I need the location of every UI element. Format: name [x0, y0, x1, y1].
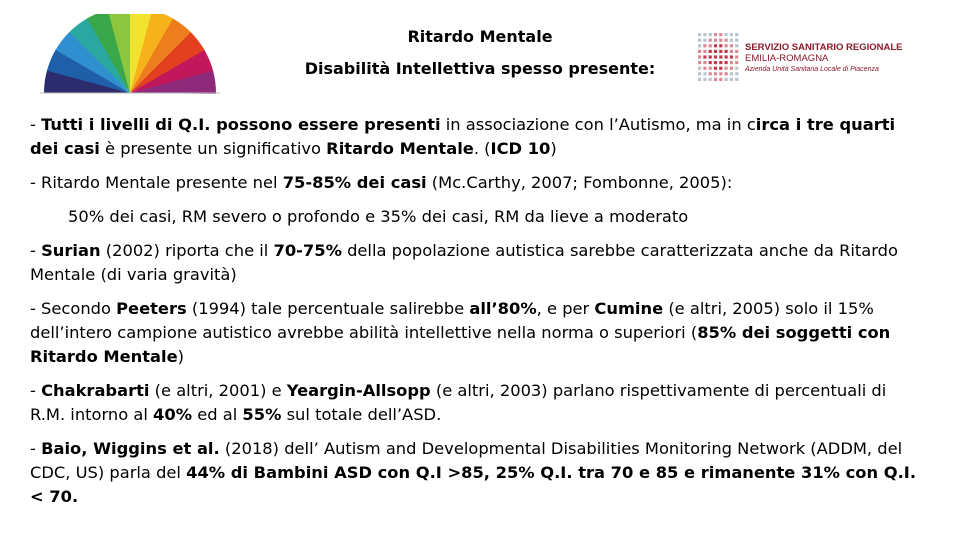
logo-dot	[703, 72, 706, 75]
logo-dot	[719, 50, 722, 53]
logo-dot	[735, 39, 738, 42]
logo-dot	[730, 67, 733, 70]
logo-dot	[698, 67, 701, 70]
logo-dot	[714, 78, 717, 81]
page-subtitle: Disabilità Intellettiva spesso presente:	[304, 59, 656, 78]
dot-grid-icon	[695, 30, 743, 85]
logo-dot	[735, 55, 738, 58]
logo-dot	[714, 44, 717, 47]
paragraph-4: - Surian (2002) riporta che il 70-75% della popolazione autistica sarebbe caratterizzata anche da Ritardo Mentale (di varia gravità)	[30, 241, 898, 284]
logo-dot	[703, 78, 706, 81]
logo-dot	[698, 72, 701, 75]
logo-dot	[725, 72, 728, 75]
logo-dot	[735, 33, 738, 36]
logo-line3: Azienda Unità Sanitaria Locale di Piacenza	[745, 66, 879, 73]
logo-dot	[730, 61, 733, 64]
logo-dot	[730, 44, 733, 47]
logo-dot	[725, 55, 728, 58]
color-fan-wedges	[44, 14, 216, 94]
logo-dot	[735, 67, 738, 70]
logo-dot	[725, 39, 728, 42]
logo-dot	[725, 67, 728, 70]
logo-dot	[703, 50, 706, 53]
logo-dot	[735, 50, 738, 53]
logo-dot	[698, 50, 701, 53]
logo-dot	[698, 61, 701, 64]
logo-dot	[714, 72, 717, 75]
logo-dot	[703, 33, 706, 36]
logo-dot	[719, 33, 722, 36]
logo-text	[745, 42, 902, 75]
logo-dot	[735, 72, 738, 75]
logo-dot	[703, 39, 706, 42]
logo-dot	[725, 50, 728, 53]
logo-dot	[730, 33, 733, 36]
logo-line2: EMILIA-ROMAGNA	[745, 53, 829, 64]
paragraph-2: - Ritardo Mentale presente nel 75-85% dei casi (Mc.Carthy, 2007; Fombonne, 2005):	[30, 173, 733, 192]
logo-dot	[703, 44, 706, 47]
logo-dot	[698, 33, 701, 36]
color-fan-logo	[40, 14, 220, 94]
logo-dot	[725, 44, 728, 47]
logo-dot	[709, 33, 712, 36]
logo-dot	[719, 61, 722, 64]
logo-dot	[714, 67, 717, 70]
logo-dot	[698, 39, 701, 42]
logo-dot	[703, 61, 706, 64]
logo-dot	[730, 72, 733, 75]
logo-dot	[719, 67, 722, 70]
page-title: Ritardo Mentale	[407, 27, 553, 46]
paragraph-3: 50% dei casi, RM severo o profondo e 35% dei casi, RM da lieve a moderato	[68, 207, 689, 226]
logo-dot	[698, 55, 701, 58]
logo-dot	[719, 72, 722, 75]
logo-dot	[709, 39, 712, 42]
logo-dot	[719, 55, 722, 58]
logo-dot	[703, 55, 706, 58]
logo-dot	[730, 50, 733, 53]
logo-dot	[698, 78, 701, 81]
logo-dot	[709, 55, 712, 58]
logo-dot	[730, 78, 733, 81]
ssr-logo	[695, 30, 903, 85]
paragraph-1: - Tutti i livelli di Q.I. possono essere presenti in associazione con l’Autismo, ma in circa i tre quarti dei casi è presente un significativo Ritardo Mentale. (ICD 10)	[30, 115, 896, 158]
logo-dot	[725, 61, 728, 64]
logo-dot	[714, 33, 717, 36]
paragraph-6: - Chakrabarti (e altri, 2001) e Yeargin-Allsopp (e altri, 2003) parlano rispettivamente di percentuali di R.M. intorno al 40% ed al 55% sul totale dell’ASD.	[30, 381, 887, 424]
logo-dot	[709, 44, 712, 47]
main-content	[30, 113, 920, 519]
logo-dot	[709, 61, 712, 64]
logo-dot	[719, 44, 722, 47]
logo-dot	[714, 39, 717, 42]
logo-dot	[735, 61, 738, 64]
logo-dot	[714, 61, 717, 64]
logo-line1: SERVIZIO SANITARIO REGIONALE	[745, 42, 903, 53]
logo-dot	[714, 50, 717, 53]
logo-dot	[709, 50, 712, 53]
logo-dot	[725, 78, 728, 81]
logo-dot	[735, 78, 738, 81]
logo-dot	[709, 67, 712, 70]
logo-dot	[735, 44, 738, 47]
paragraph-7: - Baio, Wiggins et al. (2018) dell’ Autism and Developmental Disabilities Monitoring Network (ADDM, del CDC, US) parla del 44% di Bambini ASD con Q.I >85, 25% Q.I. tra 70 e 85 e rimanente 31% con Q.I. < 70.	[30, 439, 917, 506]
logo-dot	[698, 44, 701, 47]
logo-dot	[730, 39, 733, 42]
logo-dot	[730, 55, 733, 58]
logo-dot	[703, 67, 706, 70]
logo-dot	[709, 72, 712, 75]
logo-dot	[714, 55, 717, 58]
logo-dot	[719, 39, 722, 42]
paragraph-5: - Secondo Peeters (1994) tale percentuale salirebbe all’80%, e per Cumine (e altri, 2005) solo il 15% dell’intero campione autistico avrebbe abilità intellettive nella norma o superiori (85% dei soggetti con Ritardo Mentale)	[30, 299, 891, 366]
logo-dot	[725, 33, 728, 36]
logo-dot	[719, 78, 722, 81]
logo-dot	[709, 78, 712, 81]
